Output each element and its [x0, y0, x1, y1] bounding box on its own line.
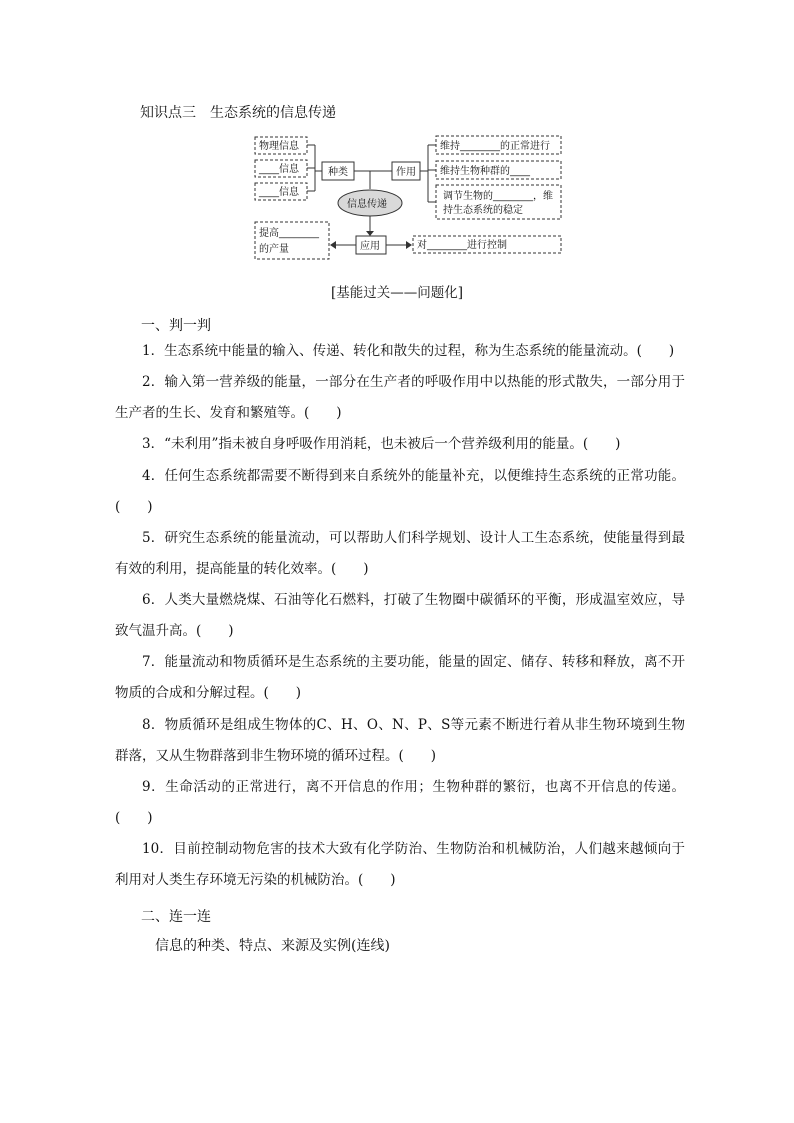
- part1-heading: 一、判一判: [141, 318, 211, 334]
- concept-diagram: [250, 132, 570, 264]
- label-behavior-info: ____信息: [259, 187, 299, 198]
- part2-subheading: 信息的种类、特点、来源及实例(连线): [155, 938, 390, 954]
- center-label: 信息传递: [347, 199, 387, 210]
- function-label: 作用: [396, 167, 416, 178]
- function-item-3-line2: 持生态系统的稳定: [443, 205, 523, 216]
- question-6: 6．人类大量燃烧煤、石油等化石燃料，打破了生物圈中碳循环的平衡，形成温室效应，导致气温升高。( ): [115, 592, 685, 639]
- app-right-text: 对________进行控制: [417, 240, 507, 251]
- question-3: 3．“未利用”指未被自身呼吸作用消耗，也未被后一个营养级利用的能量。( ): [142, 436, 621, 452]
- section-title: 知识点三 生态系统的信息传递: [140, 105, 336, 121]
- label-chemical-info: ____信息: [259, 164, 299, 175]
- label-physical-info: 物理信息: [259, 141, 299, 152]
- question-7: 7．能量流动和物质循环是生态系统的主要功能，能量的固定、储存、转移和释放，离不开物质的合成和分解过程。( ): [115, 654, 685, 701]
- function-item-2-text: 维持生物种群的____: [440, 166, 530, 177]
- question-5: 5．研究生态系统的能量流动，可以帮助人们科学规划、设计人工生态系统，使能量得到最有效的利用，提高能量的转化效率。( ): [115, 530, 685, 577]
- app-left-line1: 提高________: [259, 228, 319, 239]
- question-2: 2．输入第一营养级的能量，一部分在生产者的呼吸作用中以热能的形式散失，一部分用于生产者的生长、发育和繁殖等。( ): [115, 374, 685, 421]
- question-4: 4．任何生态系统都需要不断得到来自系统外的能量补充，以便维持生态系统的正常功能。( ): [115, 468, 685, 515]
- question-1: 1．生态系统中能量的输入、传递、转化和散失的过程，称为生态系统的能量流动。( ): [142, 343, 675, 359]
- types-label: 种类: [328, 167, 348, 178]
- application-label: 应用: [360, 241, 380, 252]
- question-8: 8．物质循环是组成生物体的C、H、O、N、P、S等元素不断进行着从非生物环境到生物群落，又从生物群落到非生物环境的循环过程。( ): [115, 717, 685, 764]
- function-item-3-line1: 调节生物的________，维: [443, 191, 553, 202]
- question-9: 9．生命活动的正常进行，离不开信息的作用；生物种群的繁衍，也离不开信息的传递。( ): [115, 779, 685, 826]
- part2-heading: 二、连一连: [141, 909, 211, 925]
- question-10: 10．目前控制动物危害的技术大致有化学防治、生物防治和机械防治，人们越来越倾向于利用对人类生存环境无污染的机械防治。( ): [115, 841, 685, 888]
- app-left-line2: 的产量: [259, 244, 289, 255]
- function-item-1-text: 维持________的正常进行: [440, 141, 550, 152]
- section-subtitle: [基能过关——问题化]: [330, 285, 464, 301]
